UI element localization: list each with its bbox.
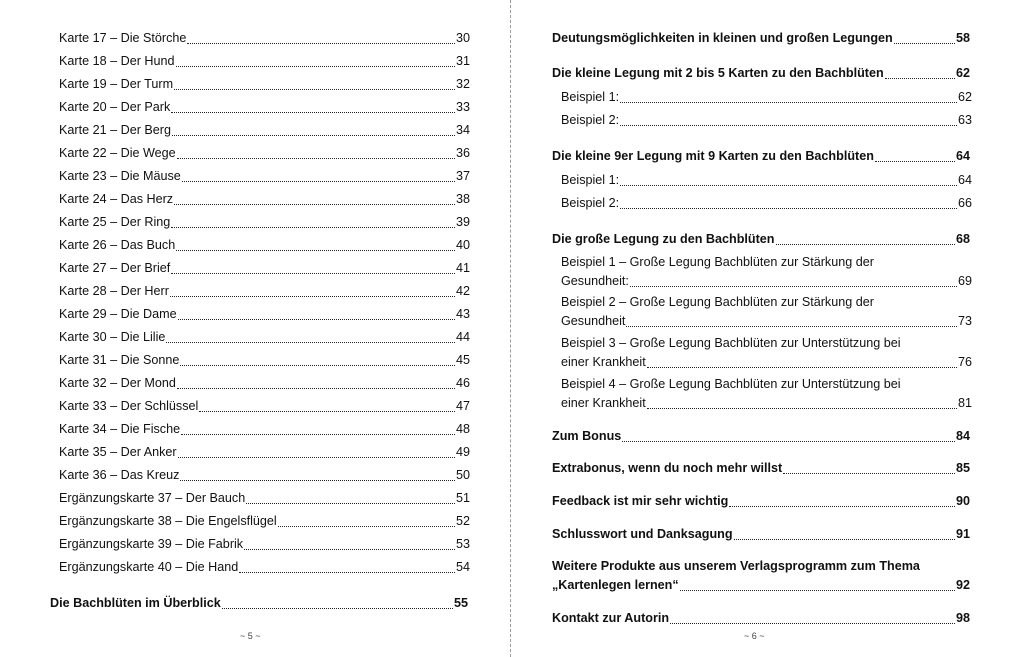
dot-leader bbox=[894, 43, 955, 44]
toc-section-title: Zum Bonus bbox=[552, 429, 622, 443]
toc-entry-title-cont: Gesundheit bbox=[561, 314, 626, 328]
toc-entry-page: 46 bbox=[455, 376, 470, 390]
dot-leader bbox=[620, 208, 957, 209]
toc-entry-title: Ergänzungskarte 38 – Die Engelsflügel bbox=[59, 514, 277, 528]
toc-section[interactable] bbox=[552, 427, 970, 446]
toc-section[interactable] bbox=[552, 147, 970, 166]
dot-leader bbox=[172, 135, 455, 136]
toc-entry-multiline[interactable] bbox=[561, 293, 972, 331]
toc-entry-title: Karte 35 – Der Anker bbox=[59, 445, 177, 459]
toc-entry-page: 53 bbox=[455, 537, 470, 551]
dot-leader bbox=[278, 526, 455, 527]
dot-leader bbox=[622, 441, 955, 442]
toc-entry-page: 52 bbox=[455, 514, 470, 528]
toc-entry-page: 49 bbox=[455, 445, 470, 459]
toc-entry-multiline[interactable] bbox=[561, 334, 972, 372]
dot-leader bbox=[647, 367, 957, 368]
toc-entry-page: 81 bbox=[957, 396, 972, 410]
right-page bbox=[513, 0, 1020, 657]
toc-entry[interactable] bbox=[59, 397, 470, 416]
dot-leader bbox=[174, 204, 455, 205]
toc-section[interactable] bbox=[552, 29, 970, 48]
toc-entry-title: Beispiel 2 – Große Legung Bachblüten zur Stärkung der bbox=[561, 295, 874, 309]
toc-entry-title: Karte 32 – Der Mond bbox=[59, 376, 176, 390]
toc-section-title: Die kleine 9er Legung mit 9 Karten zu den Bachblüten bbox=[552, 149, 874, 163]
toc-entry-title: Ergänzungskarte 37 – Der Bauch bbox=[59, 491, 246, 505]
toc-entry-page: 31 bbox=[455, 54, 470, 68]
dot-leader bbox=[178, 319, 455, 320]
toc-entry[interactable] bbox=[59, 443, 470, 462]
dot-leader bbox=[734, 539, 955, 540]
toc-section-title: Die kleine Legung mit 2 bis 5 Karten zu den Bachblüten bbox=[552, 66, 884, 80]
toc-entry[interactable] bbox=[59, 144, 470, 163]
toc-entry[interactable] bbox=[59, 535, 470, 554]
toc-section-page: 91 bbox=[955, 527, 970, 541]
toc-entry-title: Beispiel 2: bbox=[561, 113, 620, 127]
toc-section-page: 84 bbox=[955, 429, 970, 443]
toc-entry-title: Karte 27 – Der Brief bbox=[59, 261, 171, 275]
dot-leader bbox=[182, 181, 455, 182]
toc-section-page: 68 bbox=[955, 232, 970, 246]
toc-entry[interactable] bbox=[59, 374, 470, 393]
toc-section[interactable] bbox=[50, 594, 468, 613]
toc-entry[interactable] bbox=[59, 351, 470, 370]
dot-leader bbox=[180, 365, 455, 366]
dot-leader bbox=[620, 102, 957, 103]
toc-entry[interactable] bbox=[561, 171, 972, 190]
toc-entry-page: 47 bbox=[455, 399, 470, 413]
dot-leader bbox=[176, 250, 455, 251]
toc-entry-title: Beispiel 1: bbox=[561, 173, 620, 187]
toc-section[interactable] bbox=[552, 459, 970, 478]
toc-entry-page: 51 bbox=[455, 491, 470, 505]
toc-entry-page: 44 bbox=[455, 330, 470, 344]
toc-entry-page: 50 bbox=[455, 468, 470, 482]
toc-section-page: 58 bbox=[955, 31, 970, 45]
toc-entry-title-cont: einer Krankheit bbox=[561, 396, 646, 410]
toc-section-title: Deutungsmöglichkeiten in kleinen und großen Legungen bbox=[552, 31, 893, 45]
toc-entry[interactable] bbox=[561, 194, 972, 213]
toc-entry-page: 64 bbox=[957, 173, 972, 187]
toc-entry-title: Karte 31 – Die Sonne bbox=[59, 353, 180, 367]
page-number: ~ 5 ~ bbox=[240, 631, 261, 641]
toc-section[interactable] bbox=[552, 230, 970, 249]
toc-entry-page: 63 bbox=[957, 113, 972, 127]
toc-entry[interactable] bbox=[59, 190, 470, 209]
toc-entry-title-cont: einer Krankheit bbox=[561, 355, 646, 369]
dot-leader bbox=[244, 549, 455, 550]
toc-entry-title: Karte 23 – Die Mäuse bbox=[59, 169, 181, 183]
dot-leader bbox=[177, 388, 455, 389]
toc-entry-page: 43 bbox=[455, 307, 470, 321]
dot-leader bbox=[170, 296, 455, 297]
toc-entry-page: 34 bbox=[455, 123, 470, 137]
toc-entry-title: Karte 33 – Der Schlüssel bbox=[59, 399, 199, 413]
toc-entry-page: 33 bbox=[455, 100, 470, 114]
page-number: ~ 6 ~ bbox=[744, 631, 765, 641]
toc-section-title: Feedback ist mir sehr wichtig bbox=[552, 494, 729, 508]
toc-entry[interactable] bbox=[59, 305, 470, 324]
toc-entry-title: Beispiel 1 – Große Legung Bachblüten zur Stärkung der bbox=[561, 255, 874, 269]
dot-leader bbox=[783, 473, 955, 474]
dot-leader bbox=[875, 161, 955, 162]
toc-entry-title: Karte 21 – Der Berg bbox=[59, 123, 172, 137]
dot-leader bbox=[171, 227, 455, 228]
toc-entry[interactable] bbox=[59, 213, 470, 232]
toc-entry-page: 45 bbox=[455, 353, 470, 367]
toc-section-title-cont: „Kartenlegen lernen“ bbox=[552, 578, 679, 592]
toc-section-page: 90 bbox=[955, 494, 970, 508]
toc-entry[interactable] bbox=[59, 75, 470, 94]
toc-entry[interactable] bbox=[59, 282, 470, 301]
toc-section-title: Die große Legung zu den Bachblüten bbox=[552, 232, 775, 246]
toc-entry[interactable] bbox=[561, 111, 972, 130]
toc-entry-page: 30 bbox=[455, 31, 470, 45]
toc-entry-page: 54 bbox=[455, 560, 470, 574]
dot-leader bbox=[630, 286, 957, 287]
toc-entry-title: Karte 20 – Der Park bbox=[59, 100, 171, 114]
toc-entry-title: Beispiel 3 – Große Legung Bachblüten zur Unterstützung bei bbox=[561, 336, 901, 350]
toc-entry-page: 76 bbox=[957, 355, 972, 369]
dot-leader bbox=[670, 623, 955, 624]
toc-section-page: 55 bbox=[453, 596, 468, 610]
toc-entry-title: Beispiel 2: bbox=[561, 196, 620, 210]
toc-section-title: Weitere Produkte aus unserem Verlagsprogramm zum Thema bbox=[552, 559, 920, 573]
toc-entry[interactable] bbox=[59, 512, 470, 531]
dot-leader bbox=[181, 434, 455, 435]
toc-entry[interactable] bbox=[59, 489, 470, 508]
toc-entry-page: 69 bbox=[957, 274, 972, 288]
toc-section[interactable] bbox=[552, 609, 970, 628]
left-page bbox=[0, 0, 508, 657]
dot-leader bbox=[176, 66, 455, 67]
toc-entry-page: 39 bbox=[455, 215, 470, 229]
toc-section-page: 92 bbox=[955, 578, 970, 592]
toc-entry-title: Karte 28 – Der Herr bbox=[59, 284, 169, 298]
toc-entry-page: 40 bbox=[455, 238, 470, 252]
toc-section-title: Extrabonus, wenn du noch mehr willst bbox=[552, 461, 783, 475]
toc-entry[interactable] bbox=[59, 558, 470, 577]
dot-leader bbox=[620, 185, 957, 186]
toc-entry-page: 48 bbox=[455, 422, 470, 436]
toc-entry[interactable] bbox=[59, 52, 470, 71]
toc-entry[interactable] bbox=[59, 236, 470, 255]
toc-entry-page: 38 bbox=[455, 192, 470, 206]
toc-section[interactable] bbox=[552, 64, 970, 83]
toc-section-multiline[interactable] bbox=[552, 557, 970, 595]
dot-leader bbox=[222, 608, 453, 609]
toc-section-title: Schlusswort und Danksagung bbox=[552, 527, 733, 541]
toc-entry[interactable] bbox=[59, 98, 470, 117]
toc-section[interactable] bbox=[552, 525, 970, 544]
toc-entry-title: Karte 25 – Der Ring bbox=[59, 215, 171, 229]
page-divider bbox=[510, 0, 511, 657]
toc-entry-title: Karte 36 – Das Kreuz bbox=[59, 468, 180, 482]
toc-entry-title: Karte 26 – Das Buch bbox=[59, 238, 176, 252]
toc-entry-page: 66 bbox=[957, 196, 972, 210]
dot-leader bbox=[171, 112, 455, 113]
toc-section-page: 64 bbox=[955, 149, 970, 163]
dot-leader bbox=[246, 503, 455, 504]
toc-entry-page: 62 bbox=[957, 90, 972, 104]
toc-entry-title: Karte 30 – Die Lilie bbox=[59, 330, 166, 344]
dot-leader bbox=[171, 273, 455, 274]
dot-leader bbox=[776, 244, 955, 245]
toc-entry-page: 41 bbox=[455, 261, 470, 275]
toc-entry-page: 32 bbox=[455, 77, 470, 91]
toc-entry[interactable] bbox=[59, 420, 470, 439]
dot-leader bbox=[178, 457, 455, 458]
toc-entry[interactable] bbox=[59, 466, 470, 485]
toc-entry-title-cont: Gesundheit: bbox=[561, 274, 629, 288]
toc-entry-title: Karte 34 – Die Fische bbox=[59, 422, 181, 436]
toc-entry-title: Beispiel 4 – Große Legung Bachblüten zur Unterstützung bei bbox=[561, 377, 901, 391]
toc-entry-title: Ergänzungskarte 39 – Die Fabrik bbox=[59, 537, 244, 551]
toc-section-page: 85 bbox=[955, 461, 970, 475]
dot-leader bbox=[166, 342, 455, 343]
dot-leader bbox=[174, 89, 455, 90]
toc-section-title: Die Bachblüten im Überblick bbox=[50, 596, 221, 610]
dot-leader bbox=[647, 408, 957, 409]
toc-entry-title: Ergänzungskarte 40 – Die Hand bbox=[59, 560, 239, 574]
toc-entry-page: 37 bbox=[455, 169, 470, 183]
toc-entry-title: Karte 19 – Der Turm bbox=[59, 77, 174, 91]
toc-section-title: Kontakt zur Autorin bbox=[552, 611, 670, 625]
toc-entry-title: Beispiel 1: bbox=[561, 90, 620, 104]
toc-entry-title: Karte 22 – Die Wege bbox=[59, 146, 176, 160]
toc-entry-title: Karte 29 – Die Dame bbox=[59, 307, 177, 321]
dot-leader bbox=[239, 572, 455, 573]
dot-leader bbox=[680, 590, 955, 591]
toc-entry[interactable] bbox=[59, 29, 470, 48]
dot-leader bbox=[177, 158, 455, 159]
toc-entry-title: Karte 18 – Der Hund bbox=[59, 54, 175, 68]
toc-entry-page: 36 bbox=[455, 146, 470, 160]
dot-leader bbox=[729, 506, 955, 507]
toc-entry-page: 42 bbox=[455, 284, 470, 298]
toc-entry-title: Karte 24 – Das Herz bbox=[59, 192, 174, 206]
dot-leader bbox=[620, 125, 957, 126]
toc-entry-multiline[interactable] bbox=[561, 253, 972, 291]
toc-section-page: 98 bbox=[955, 611, 970, 625]
dot-leader bbox=[626, 326, 957, 327]
toc-section-page: 62 bbox=[955, 66, 970, 80]
toc-entry-page: 73 bbox=[957, 314, 972, 328]
toc-entry-title: Karte 17 – Die Störche bbox=[59, 31, 187, 45]
dot-leader bbox=[885, 78, 955, 79]
toc-entry-multiline[interactable] bbox=[561, 375, 972, 413]
dot-leader bbox=[180, 480, 455, 481]
toc-entry[interactable] bbox=[561, 88, 972, 107]
toc-entry[interactable] bbox=[59, 167, 470, 186]
toc-entry[interactable] bbox=[59, 259, 470, 278]
toc-entry[interactable] bbox=[59, 121, 470, 140]
toc-section[interactable] bbox=[552, 492, 970, 511]
toc-entry[interactable] bbox=[59, 328, 470, 347]
dot-leader bbox=[199, 411, 455, 412]
dot-leader bbox=[187, 43, 455, 44]
